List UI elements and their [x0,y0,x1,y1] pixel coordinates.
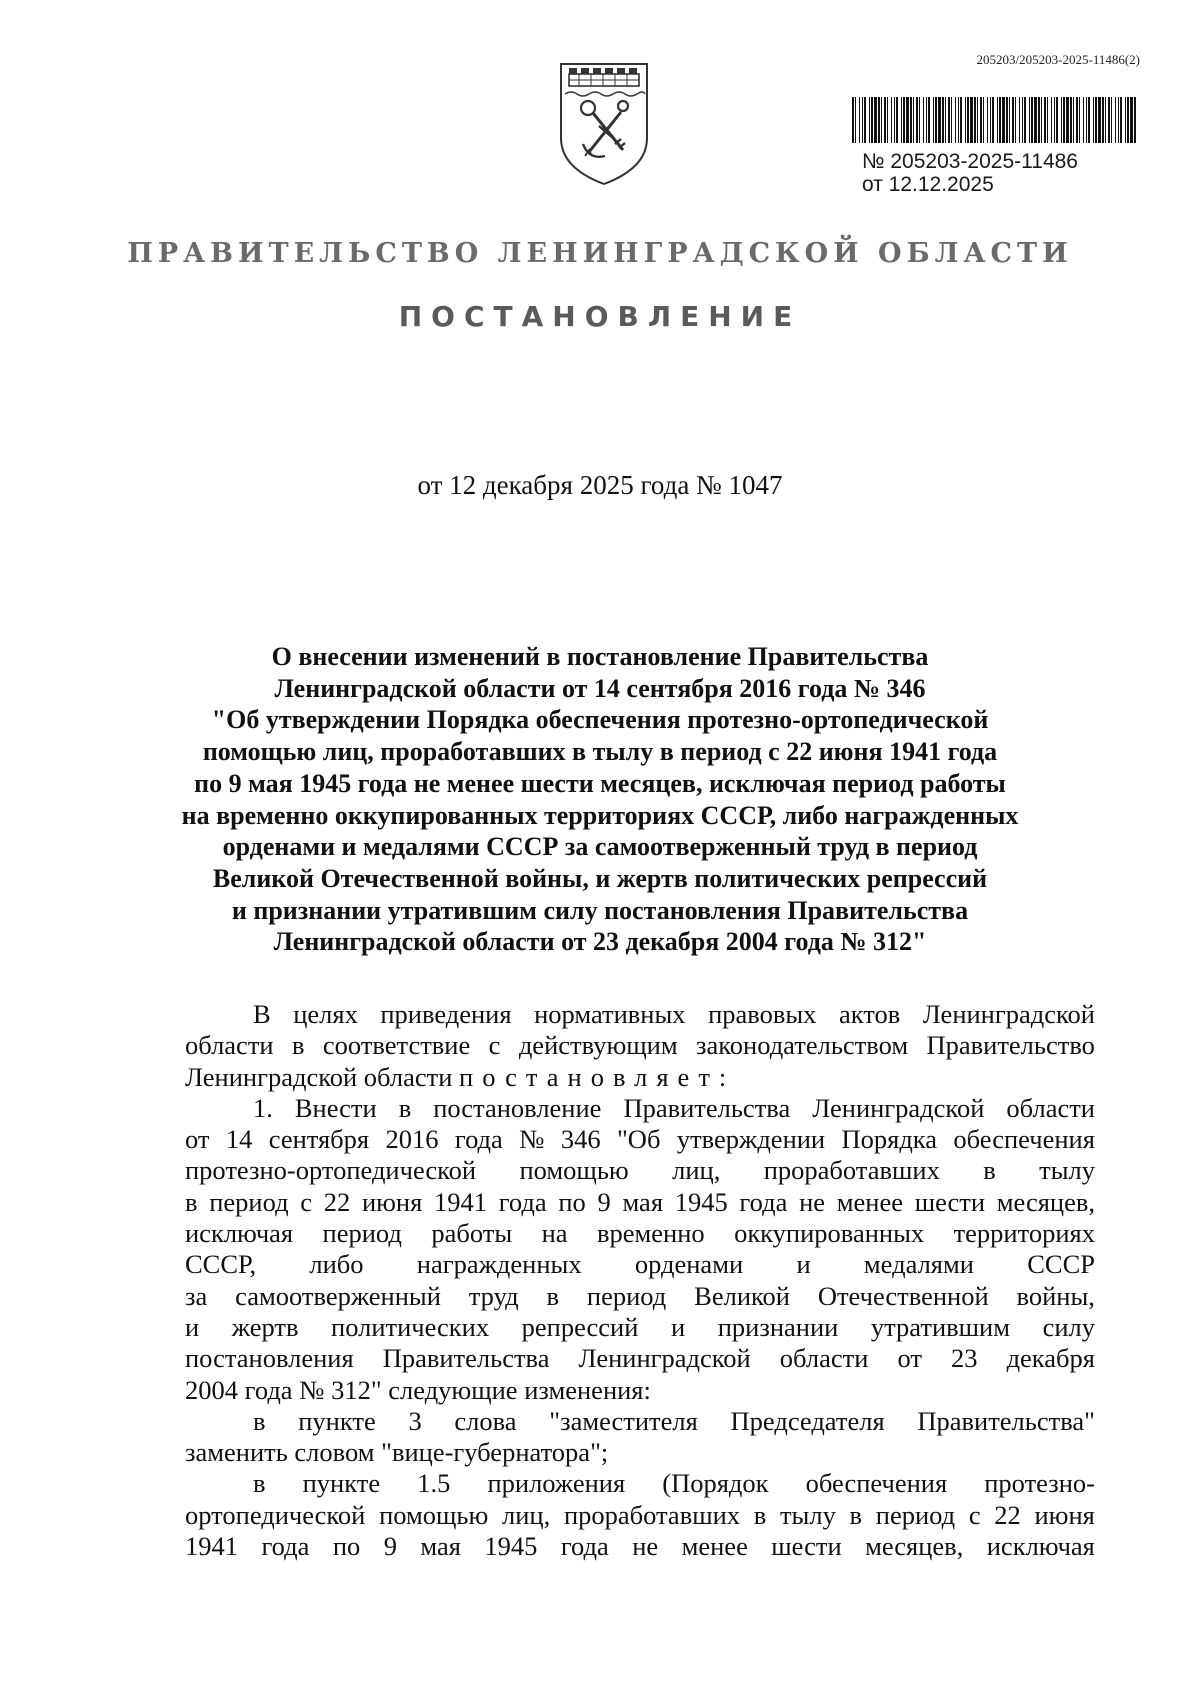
word: 22 [994,1499,1021,1530]
barcode-bar [1083,97,1084,143]
word: Председателя [730,1405,885,1436]
word: в [398,1092,412,1123]
word: не [632,1531,659,1562]
barcode-bar [1093,97,1094,143]
word: временно [596,1218,705,1249]
word: (Порядок [662,1468,769,1499]
barcode-bar [1098,97,1101,143]
word: 22 [323,1186,351,1217]
word: тылу [779,1499,836,1530]
registration-date: от 12.12.2025 [862,173,994,196]
barcode-bar [970,97,973,143]
word: пункте [298,1405,376,1436]
barcode-bar [1066,97,1069,143]
organization-title: ПРАВИТЕЛЬСТВО ЛЕНИНГРАДСКОЙ ОБЛАСТИ [127,238,1073,269]
barcode-bar [955,97,956,143]
word: сентября [268,1124,370,1155]
word: период [209,1186,289,1217]
barcode-bar [967,97,969,143]
word: Правительства [623,1092,791,1123]
word: СССР [1027,1249,1095,1280]
word: 1. [253,1092,273,1123]
body-line [185,1406,1095,1437]
barcode-bar [1118,97,1119,143]
resolution-date-number: от 12 декабря 2025 года № 1047 [417,470,783,500]
word: целях [293,999,358,1029]
barcode-bar [928,97,930,143]
word: года [739,1186,788,1217]
barcode-bar [1038,97,1040,143]
barcode-bar [896,97,898,143]
word: Ленинградской [922,999,1095,1029]
word: в [753,1499,767,1530]
word: приведения [380,999,512,1029]
word: года [560,1531,609,1562]
word: Ленинградской [812,1092,985,1123]
barcode-bar [1111,97,1112,143]
word: обеспечения [953,1124,1095,1155]
body-line [185,1187,1095,1218]
barcode-bar [980,97,982,143]
barcode-bar [855,97,856,143]
word: Порядка [841,1124,938,1155]
word: обеспечения [805,1468,948,1499]
word: медалями [863,1249,974,1280]
word: проработавших [563,1499,741,1530]
body-line [185,1500,1095,1531]
word: с [968,1499,981,1530]
word: области [779,1343,869,1374]
word: протезно- [984,1468,1095,1499]
word: лиц, [502,1499,551,1530]
word: года [454,1124,503,1155]
word: мая [420,1531,461,1562]
word: года [498,1186,547,1217]
word: менее [836,1186,903,1217]
subject-line: Великой Отечественной войны, и жертв политических репрессий [212,863,988,893]
word: в [292,1030,305,1061]
barcode-bar [884,97,886,143]
barcode-bar [1134,97,1136,143]
barcode-bar [881,97,882,143]
barcode-bar [871,97,873,143]
barcode-bar [1073,97,1074,143]
subject-line: О внесении изменений в постановление Правительства [271,642,929,671]
subject-line: на временно оккупированных территориях СССР, либо награжденных [181,800,1019,830]
barcode-bar [1051,97,1052,143]
barcode-bar [910,97,912,143]
barcode-bar [958,97,959,143]
word: протезно-ортопедической [185,1155,477,1186]
word: области [185,1030,274,1061]
word: помощью [519,1155,629,1186]
barcode-bar [938,97,941,143]
barcode-bar [1034,97,1037,143]
barcode-bar [1125,97,1126,143]
word: войны, [1016,1280,1095,1311]
word: июня [361,1186,423,1217]
word: 14 [225,1124,253,1155]
word: менее [681,1531,748,1562]
word: утратившим [870,1311,1011,1342]
word: признании [717,1311,839,1342]
word: 1945 [484,1531,538,1562]
barcode-bar [1120,97,1122,143]
body-line [185,1249,1095,1280]
resolve-word: постановляет: [459,1061,736,1092]
word: 1.5 [417,1468,451,1499]
barcode-bar [852,97,854,143]
barcode-bar [913,97,914,143]
body-line [185,1155,1095,1186]
word: в [185,1186,198,1217]
word: на [541,1218,568,1249]
body-line: 2004 года № 312" следующие изменения: [185,1374,651,1405]
barcode-bar [951,97,952,143]
barcode-bar [1063,97,1065,143]
barcode-bar [997,97,998,143]
word: Великой [694,1280,790,1311]
word: 1941 [185,1531,238,1562]
registration-number: № 205203-2025-11486 [862,150,1078,173]
barcode-bar [960,97,962,143]
body-line [185,1124,1095,1155]
barcode-bar [1108,97,1110,143]
word: труд [468,1280,519,1311]
word: соответствие [322,1030,471,1061]
barcode-bar [862,97,863,143]
barcode-bar [992,97,994,143]
barcode-bar [1086,97,1087,143]
word: правовых [708,999,817,1029]
barcode-bar [948,97,950,143]
word: в [253,1405,266,1436]
barcode-bar [1076,97,1078,143]
word: от [185,1124,210,1155]
word: декабря [1006,1343,1095,1374]
body-line: заменить словом "вице-губернатора"; [185,1437,609,1468]
word: постановления [185,1343,354,1374]
body-line [185,1281,1095,1312]
barcode-bar [906,97,909,143]
barcode-bar [999,97,1001,143]
word: Ленинградской [578,1343,751,1374]
subject-line: Ленинградской области от 14 сентября 2016 года № 346 [274,673,926,703]
word: в [546,1280,560,1311]
word: 1941 [434,1186,488,1217]
word: 3 [408,1405,422,1436]
registration-block [862,150,1078,196]
barcode-bar [891,97,892,143]
barcode-bar [1009,97,1010,143]
word: 9 [383,1531,397,1562]
barcode-bar [869,97,870,143]
barcode-bar [1056,97,1058,143]
word: в [849,1499,863,1530]
barcode-bar [1022,97,1023,143]
barcode-bar [974,97,976,143]
barcode-bar [874,97,877,143]
word: период [322,1218,402,1249]
word: силу [1042,1311,1095,1342]
word: области [1006,1092,1095,1123]
word: Правительства" [917,1405,1095,1436]
word: по [558,1186,586,1217]
barcode-bar [1047,97,1048,143]
word: и [671,1311,686,1342]
word: шести [914,1186,986,1217]
word: шести [771,1531,842,1562]
word: месяцев, [865,1531,964,1562]
barcode-bar [864,97,866,143]
body-line [185,1468,1095,1499]
word: действующим [518,1030,678,1061]
barcode-bar [1102,97,1104,143]
word: 346 [560,1124,601,1155]
word: орденами [634,1249,744,1280]
subject-line: Ленинградской области от 23 декабря 2004 года № 312" [273,927,927,957]
barcode-bar [1095,97,1097,143]
subject-line: и признании утратившим силу постановления Правительства [231,895,969,925]
barcode-bar [1002,97,1005,143]
body-line [185,1062,1095,1093]
word: период [875,1499,956,1530]
barcode-bar [903,97,905,143]
word: либо [309,1249,364,1280]
barcode-bar [1127,97,1129,143]
barcode-bar [1006,97,1008,143]
body-line [185,1218,1095,1249]
body-line [185,1312,1095,1343]
resolution-subject [150,641,1050,958]
word: территориях [953,1218,1095,1249]
word: за [185,1280,208,1311]
word: лиц, [672,1155,721,1186]
barcode-bar [1019,97,1020,143]
subject-line: орденами и медалями СССР за самоотверженный труд в период [222,832,978,862]
resolution-body [185,999,1095,1562]
word: приложения [487,1468,626,1499]
barcode-bar [923,97,924,143]
word: Правительство [926,1030,1095,1061]
word: и [185,1311,200,1342]
word: 1945 [674,1186,728,1217]
barcode-bar [1044,97,1046,143]
barcode-bar [1024,97,1026,143]
body-line [185,1343,1095,1374]
word: помощью [379,1499,489,1530]
barcode-bar [933,97,934,143]
barcode-bar [1041,97,1042,143]
barcode-bar [916,97,918,143]
word: "заместителя [549,1405,698,1436]
document-id: 205203/205203-2025-11486(2) [976,52,1140,67]
word: не [799,1186,826,1217]
barcode-bar [1105,97,1106,143]
word: Отечественной [817,1280,989,1311]
word: законодательством [696,1030,909,1061]
barcode-bar [942,97,944,143]
word: с [488,1030,501,1061]
word: постановление [433,1092,602,1123]
word: слова [454,1405,517,1436]
word: "Об [616,1124,661,1155]
barcode-bar [965,97,966,143]
word: 9 [597,1186,611,1217]
barcode-bar [1061,97,1062,143]
barcode-bar [919,97,920,143]
barcode-bar [935,97,937,143]
barcode-bar [1031,97,1033,143]
barcode-bar [1130,97,1133,143]
barcode-bar [1088,97,1090,143]
barcode-bar [1015,97,1016,143]
word: месяцев, [996,1186,1095,1217]
word: в [983,1155,996,1186]
barcode [852,97,1136,143]
coat-of-arms-emblem [555,60,653,188]
body-line [185,1030,1095,1061]
word: в [253,1468,266,1499]
word: утверждении [676,1124,826,1155]
barcode-bar [887,97,888,143]
word: самоотверженный [235,1280,441,1311]
word: проработавших [763,1155,940,1186]
word: Внести [294,1092,377,1123]
barcode-bar [894,97,895,143]
body-line [185,1093,1095,1124]
document-type-title: ПОСТАНОВЛЕНИЕ [398,300,802,333]
word: работы [431,1218,513,1249]
word: 23 [951,1343,978,1374]
word: период [586,1280,667,1311]
word: В [253,999,271,1029]
barcode-bar [1079,97,1080,143]
word: с [300,1186,313,1217]
word: Правительства [382,1343,550,1374]
body-line [185,999,1095,1030]
barcode-bar [926,97,927,143]
subject-line: помощью лиц, проработавших в тылу в период с 22 июня 1941 года [202,737,998,767]
body-line [185,1531,1095,1562]
word: политических [331,1311,490,1342]
barcode-bar [1029,97,1030,143]
barcode-bar [1070,97,1072,143]
word: актов [838,999,901,1029]
barcode-bar [878,97,880,143]
word: нормативных [534,999,686,1029]
word: оккупированных [734,1218,925,1249]
barcode-bar [945,97,946,143]
word: тылу [1039,1155,1095,1186]
barcode-bar [990,97,991,143]
word: мая [622,1186,664,1217]
word: награжденных [416,1249,582,1280]
barcode-bar [977,97,978,143]
word: по [332,1531,361,1562]
barcode-bar [1012,97,1014,143]
word: исключая [986,1531,1095,1562]
barcode-bar [1054,97,1055,143]
word: ортопедической [185,1499,366,1530]
barcode-bar [987,97,988,143]
subject-line: по 9 мая 1945 года не менее шести месяцев, исключая период работы [194,768,1006,798]
word: репрессий [521,1311,639,1342]
word: от [897,1343,922,1374]
body-text-span: Ленинградской области [185,1061,453,1092]
word: № [519,1124,545,1155]
word: пункте [302,1468,381,1499]
barcode-bar [1115,97,1116,143]
word: и [796,1249,811,1280]
word: 2016 [385,1124,439,1155]
barcode-bar [859,97,860,143]
word: июня [1034,1499,1095,1530]
word: исключая [185,1218,294,1249]
word: года [261,1531,310,1562]
word: жертв [231,1311,299,1342]
barcode-bar [983,97,984,143]
word: СССР, [185,1249,257,1280]
subject-line: "Об утверждении Порядка обеспечения протезно-ортопедической [211,705,989,735]
barcode-bar [901,97,902,143]
